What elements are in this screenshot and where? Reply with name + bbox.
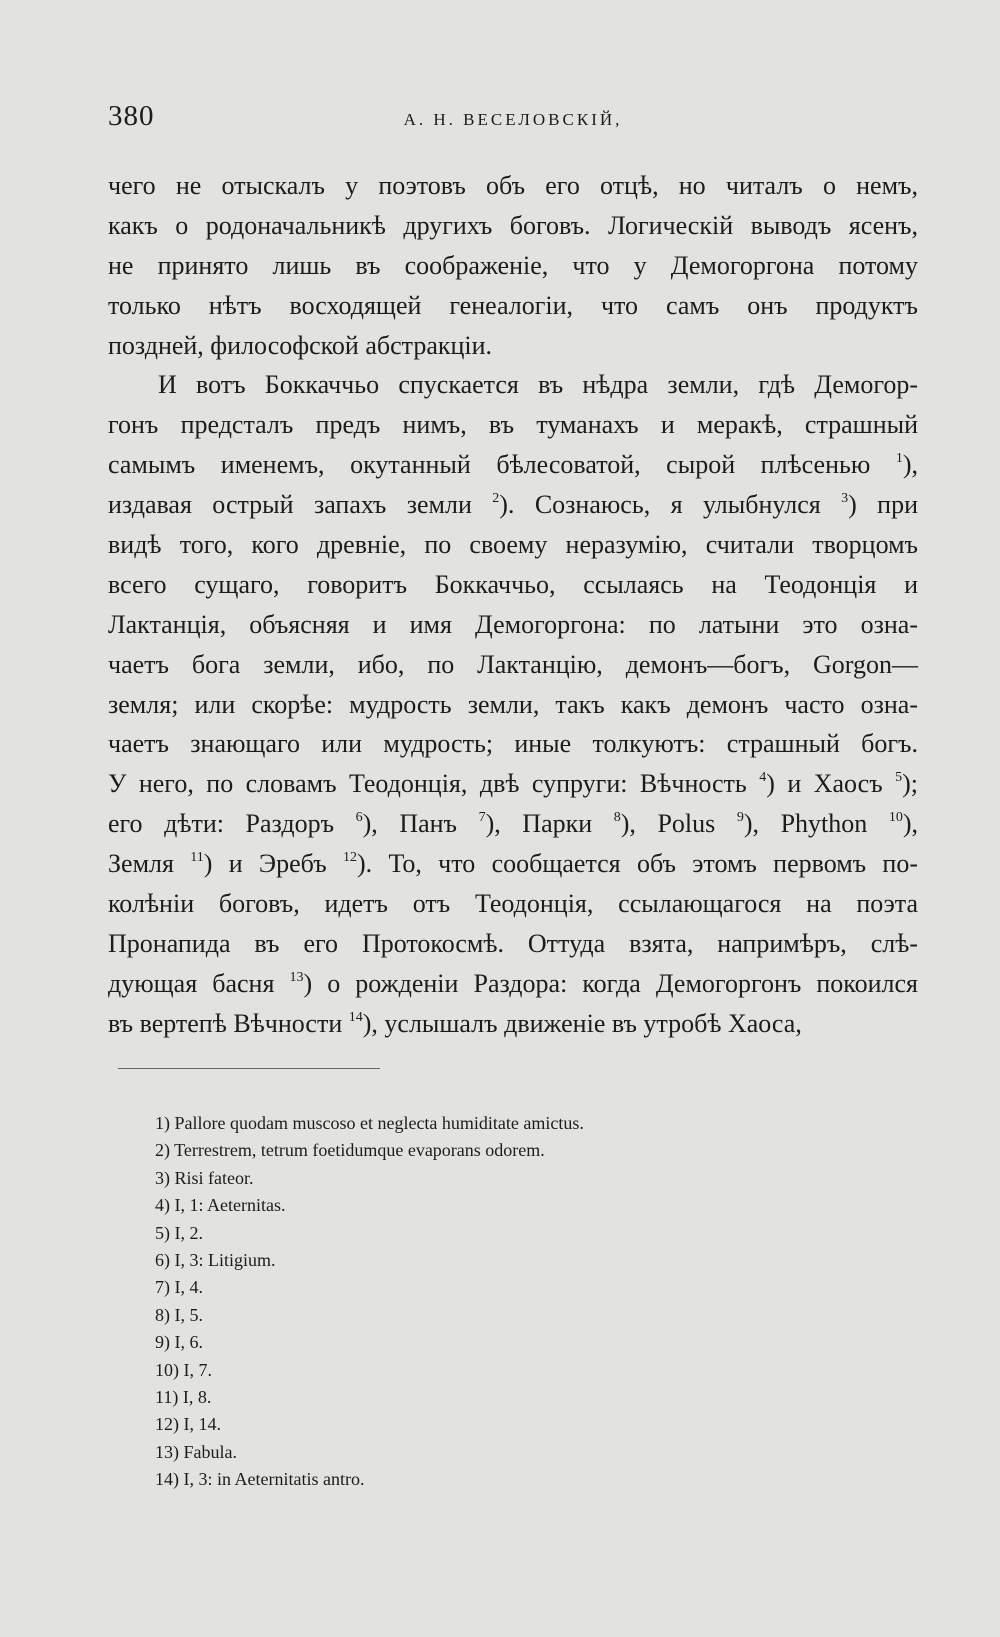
text-run: ), Парки — [485, 809, 614, 839]
running-title: А. Н. ВЕСЕЛОВСКІЙ, — [403, 110, 623, 129]
text-run: видѣ того, кого древніе, по своему неразумію, считали творцомъ — [108, 530, 918, 560]
main-text — [108, 166, 918, 1044]
text-line — [108, 964, 918, 1004]
text-line — [108, 326, 918, 366]
text-run: ) и Эребъ — [203, 849, 343, 879]
text-run: Земля — [108, 849, 191, 879]
footnote: 5) I, 2. — [155, 1222, 203, 1243]
text-line — [108, 485, 918, 525]
text-line — [108, 605, 918, 645]
text-run: ), Phython — [743, 809, 889, 839]
text-run: его дѣти: Раздоръ — [108, 809, 356, 839]
text-run: поздней, философской абстракціи. — [108, 330, 493, 360]
text-run: Лактанція, объясняя и имя Демогоргона: по латыни это озна- — [108, 609, 918, 639]
text-run: ) о рожденіи Раздора: когда Демогоргонъ покоился — [303, 968, 918, 998]
text-run: дующая басня — [108, 968, 290, 998]
footnote-ref: 6 — [355, 810, 363, 826]
footnote: 12) I, 14. — [155, 1414, 221, 1435]
text-run: чего не отыскалъ у поэтовъ объ его отцѣ, но читалъ о немъ, — [108, 171, 918, 200]
footnote-ref: 1 — [895, 451, 903, 467]
text-run: Пронапида въ его Протокосмѣ. Оттуда взята, напримѣръ, слѣ- — [108, 928, 918, 958]
footnotes — [155, 1110, 855, 1493]
text-line — [108, 286, 918, 326]
text-line — [108, 884, 918, 924]
footnote: 8) I, 5. — [155, 1304, 203, 1325]
text-run: всего сущаго, говоритъ Боккаччьо, ссылаясь на Теодонція и — [108, 569, 918, 599]
text-run: У него, по словамъ Теодонція, двѣ супруги: Вѣчность — [108, 769, 760, 799]
page-number: 380 — [108, 100, 155, 132]
text-run: гонъ предсталъ предъ нимъ, въ туманахъ и меракѣ, страшный — [108, 410, 918, 440]
footnote-ref: 8 — [613, 810, 621, 826]
text-run: колѣніи боговъ, идетъ отъ Теодонція, ссылающагося на поэта — [108, 889, 918, 919]
footnote: 2) Terrestrem, tetrum foetidumque evaporans odorem. — [155, 1140, 545, 1161]
text-line — [108, 166, 918, 206]
page-header — [108, 100, 918, 140]
text-line — [108, 685, 918, 725]
text-run: не принято лишь въ соображеніе, что у Демогоргона потому — [108, 250, 918, 280]
footnote-ref: 9 — [736, 810, 744, 826]
text-run: И вотъ Боккаччьо спускается въ нѣдра земли, гдѣ Демогор- — [158, 370, 918, 400]
text-run: ), — [902, 450, 918, 480]
footnote-ref: 10 — [888, 810, 903, 826]
footnote-ref: 7 — [478, 810, 486, 826]
text-line — [108, 924, 918, 964]
footnote-separator — [118, 1068, 380, 1069]
text-run: ), — [902, 809, 919, 839]
text-run: издавая острый запахъ земли — [108, 490, 493, 520]
text-line — [108, 804, 918, 844]
text-run: ); — [902, 769, 918, 799]
text-run: ), Панъ — [362, 809, 479, 839]
text-line — [108, 206, 918, 246]
footnote: 10) I, 7. — [155, 1359, 212, 1380]
text-line — [108, 365, 918, 405]
text-run: въ вертепѣ Вѣчности — [108, 1008, 349, 1038]
footnote-ref: 14 — [348, 1009, 363, 1025]
text-run: какъ о родоначальникѣ другихъ боговъ. Логическій выводъ ясенъ, — [108, 210, 918, 240]
footnote: 1) Pallore quodam muscoso et neglecta humiditate amictus. — [155, 1113, 584, 1133]
footnote: 9) I, 6. — [155, 1332, 203, 1353]
text-run: ) и Хаосъ — [766, 769, 896, 799]
footnote: 6) I, 3: Litigium. — [155, 1249, 276, 1270]
footnote: 3) Risi fateor. — [155, 1167, 254, 1188]
footnote: 14) I, 3: in Aeternitatis antro. — [155, 1469, 365, 1490]
text-line — [108, 844, 918, 884]
text-line — [108, 525, 918, 565]
text-run: ) при — [848, 490, 918, 520]
text-run: только нѣтъ восходящей генеалогіи, что самъ онъ продуктъ — [108, 290, 918, 320]
text-line — [108, 246, 918, 286]
footnote: 13) Fabula. — [155, 1441, 237, 1462]
footnote-ref: 4 — [759, 770, 767, 786]
footnote-ref: 12 — [342, 850, 357, 866]
text-run: ), услышалъ движеніе въ утробѣ Хаоса, — [362, 1008, 802, 1038]
footnote-ref: 2 — [492, 491, 500, 507]
text-line — [108, 565, 918, 605]
text-run: ). То, что сообщается объ этомъ первомъ по- — [356, 849, 918, 879]
text-run: ). Сознаюсь, я улыбнулся — [499, 490, 842, 520]
footnote-ref: 11 — [190, 850, 204, 866]
footnote-ref: 3 — [841, 491, 849, 507]
text-line — [108, 445, 918, 485]
text-run: ), Polus — [620, 809, 737, 839]
text-line — [108, 1004, 918, 1044]
text-run: чаетъ знающаго или мудрость; иные толкуютъ: страшный богъ. — [108, 729, 918, 759]
footnote-ref: 5 — [895, 770, 903, 786]
footnote: 4) I, 1: Aeternitas. — [155, 1195, 286, 1216]
text-run: самымъ именемъ, окутанный бѣлесоватой, сырой плѣсенью — [108, 450, 896, 480]
text-line — [108, 724, 918, 764]
text-line — [108, 645, 918, 685]
footnote: 7) I, 4. — [155, 1277, 203, 1298]
text-run: чаетъ бога земли, ибо, по Лактанцію, демонъ—богъ, Gorgon— — [108, 649, 918, 679]
text-run: земля; или скорѣе: мудрость земли, такъ какъ демонъ часто озна- — [108, 689, 918, 719]
text-line — [108, 405, 918, 445]
footnote-ref: 13 — [289, 969, 304, 985]
footnote: 11) I, 8. — [155, 1386, 212, 1407]
text-line — [108, 764, 918, 804]
